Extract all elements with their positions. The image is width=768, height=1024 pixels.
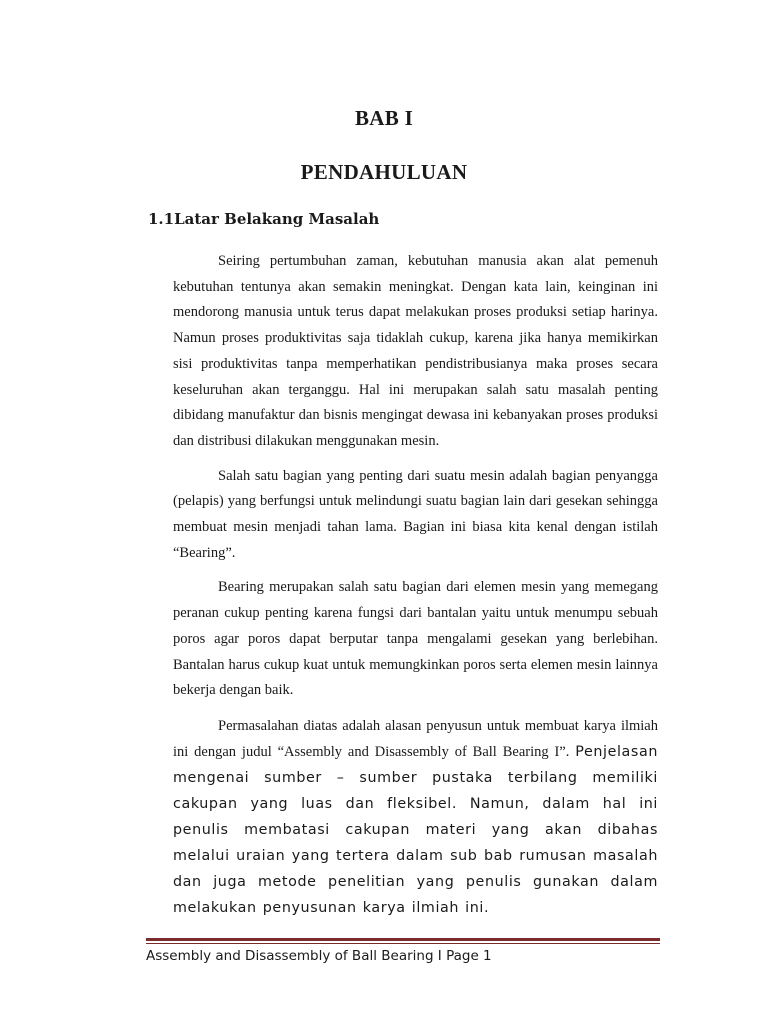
footer-rule-thin: [146, 943, 660, 944]
paragraph-4: [173, 713, 658, 921]
chapter-title: PENDAHULUAN: [300, 160, 468, 184]
paragraph-1: Seiring pertumbuhan zaman, kebutuhan manusia akan alat pemenuh kebutuhan tentunya akan semakin meningkat. Dengan kata lain, keinginan ini mendorong manusia untuk terus dapat melakukan proses produksi setiap harinya. Namun proses produktivitas saja tidaklah cukup, karena jika hanya memikirkan sisi produktivitas tanpa memperhatikan pendistribusianya maka proses secara keseluruhan akan terganggu. Hal ini merupakan salah satu masalah penting dibidang manufaktur dan bisnis mengingat dewasa ini kebanyakan proses produksi dan distribusi dilakukan menggunakan mesin.: [173, 253, 658, 449]
paragraph-3: Bearing merupakan salah satu bagian dari elemen mesin yang memegang peranan cukup penting karena fungsi dari bantalan yaitu untuk menumpu sebuah poros agar poros dapat berputar tanpa mengalami gesekan yang berlebihan. Bantalan harus cukup kuat untuk memungkinkan poros serta elemen mesin lainnya bekerja dengan baik.: [173, 579, 658, 699]
chapter-number: BAB I: [354, 106, 414, 130]
section-heading: 1.1Latar Belakang Masalah: [148, 210, 380, 228]
paragraph-4-sans: Penjelasan mengenai sumber – sumber pustaka terbilang memiliki cakupan yang luas dan fleksibel. Namun, dalam hal ini penulis membatasi cakupan materi yang akan dibahas melalui uraian yang tertera dalam sub bab rumusan masalah dan juga metode penelitian yang penulis gunakan dalam melakukan penyusunan karya ilmiah ini.: [173, 743, 658, 916]
footer-rule-thick: [146, 938, 660, 941]
paragraph-2: Salah satu bagian yang penting dari suatu mesin adalah bagian penyangga (pelapis) yang berfungsi untuk melindungi suatu bagian lain dari gesekan sehingga membuat mesin menjadi tahan lama. Bagian ini biasa kita kenal dengan istilah “Bearing”.: [173, 467, 658, 561]
body-text: [173, 249, 658, 921]
paragraph-4-serif: Permasalahan diatas adalah alasan penyusun untuk membuat karya ilmiah ini dengan judul “Assembly and Disassembly of Ball Bearing I”.: [173, 717, 658, 760]
page-footer: Assembly and Disassembly of Ball Bearing I Page 1: [146, 948, 492, 964]
